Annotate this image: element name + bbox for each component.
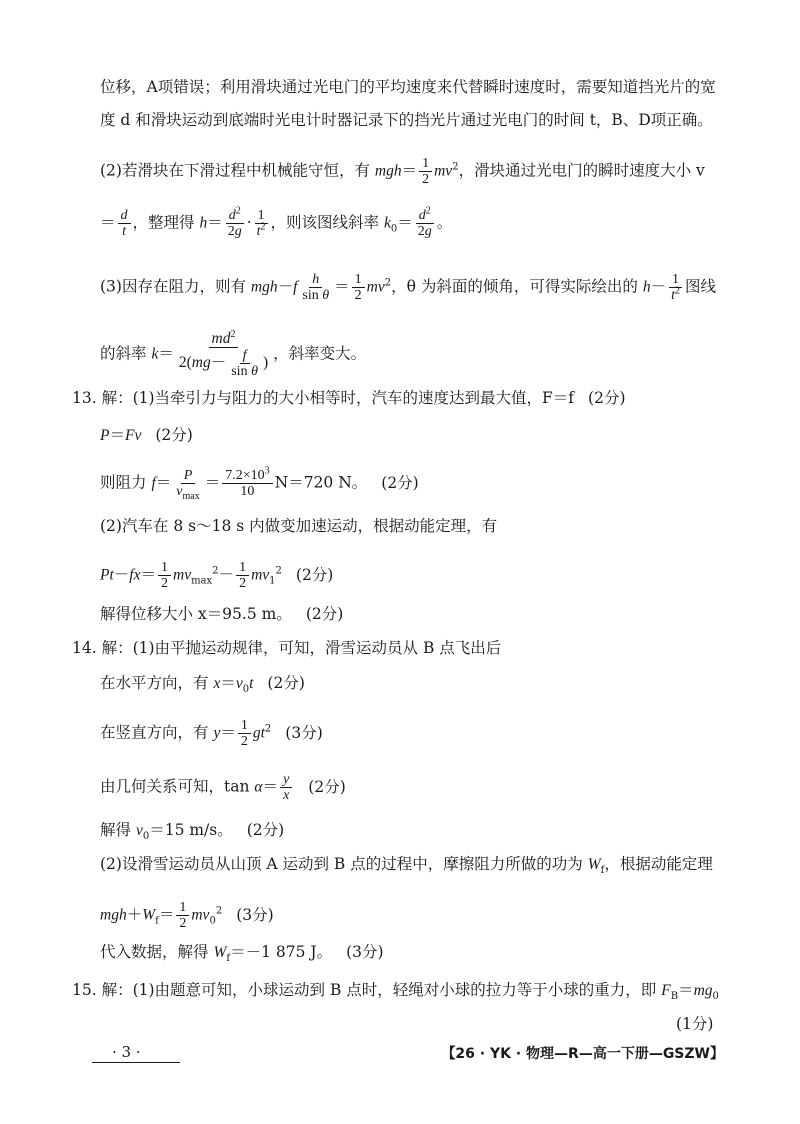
score-label: (2分) [267, 674, 305, 692]
text-fragment: 的斜率 [100, 344, 152, 363]
footer-divider [92, 1062, 180, 1063]
score-label: (3分) [285, 723, 323, 742]
text-fragment: ，根据动能定理 [604, 855, 713, 873]
score-label: (2分) [588, 389, 626, 407]
text-fragment: ，则该图线斜率 [270, 213, 384, 232]
score-label: (2分) [295, 565, 334, 584]
equation-line: Pt－fx＝ $\frac{1}{2}$ $mv_{max}^2-$ $\frac{1}{2}$ $mv_1^2$ (2分) [100, 560, 334, 591]
equation-line: 在竖直方向，有 y＝ $\frac{1}{2}$ $gt^2$ (3分) [100, 718, 323, 749]
equation-line: 由几何关系可知，tan α＝ $\frac{y}{x}$ (2分) [100, 772, 346, 803]
text-fragment: ，斜率变大。 [273, 344, 367, 363]
score-label: (2分) [381, 473, 419, 492]
text-fragment: 解得位移大小 x＝95.5 m。 [100, 605, 292, 623]
text-fragment: N＝720 N。 [274, 473, 368, 492]
text-fragment: ，滑块通过光电门的瞬时速度大小 v [458, 161, 705, 180]
equation-line: $mgh+W_f=$ $\frac{1}{2}$ $mv_0^2$ (3分) [100, 900, 274, 931]
equation-line: P＝Fv (2分) [100, 426, 193, 444]
text-fragment: ，θ 为斜面的倾角，可得实际绘出的 [391, 277, 643, 296]
text-fragment: 在水平方向，有 [100, 674, 214, 692]
score-label: (2分) [155, 426, 193, 444]
document-code: 【26 · YK · 物理—R—高一下册—GSZW】 [441, 1046, 724, 1062]
text-fragment: 代入数据，解得 [100, 943, 214, 961]
text-fragment: 13. 解：(1)当牵引力与阻力的大小相等时，汽车的速度达到最大值，F＝f [72, 389, 575, 407]
text-fragment: (3)因存在阻力，则有 [100, 277, 251, 296]
equation-line: 在水平方向，有 $x=v_0t$ (2分) [100, 674, 305, 696]
text-fragment: (2)设滑雪运动员从山顶 A 运动到 B 点的过程中，摩擦阻力所做的功为 [100, 855, 588, 873]
text-fragment: (2)若滑块在下滑过程中机械能守恒，有 [100, 161, 375, 180]
equation-line: 则阻力 f＝ $\frac{P}{v_{max}}$ ＝ $\frac{7.2\times 10^3}{10}$ N＝720 N。 (2分) [100, 465, 419, 502]
text-line: (2)设滑雪运动员从山顶 A 运动到 B 点的过程中，摩擦阻力所做的功为 $W_f$，根据动能定理 [100, 855, 713, 877]
text-fragment: 在竖直方向，有 [100, 723, 214, 742]
score-label: (2分) [246, 821, 285, 839]
question-15: 15. 解：(1)由题意可知，小球运动到 B 点时，轻绳对小球的拉力等于小球的重力，即 $F_B=mg_0$ [72, 981, 719, 1003]
equation-line: (3)因存在阻力，则有 mgh－f $\frac{h}{\text{sin θ}}$ ＝ $\frac{1}{2}$ $mv^2$，θ 为斜面的倾角，可得实际绘出的 h－ $\frac{1}{t^2}$ 图线 [100, 272, 716, 303]
score-label: (2分) [305, 605, 344, 623]
score-label: (3分) [236, 905, 274, 924]
page-number: · 3 · [112, 1043, 141, 1061]
question-14: 14. 解：(1)由平抛运动规律，可知，滑雪运动员从 B 点飞出后 [72, 639, 502, 657]
score-label: (2分) [308, 777, 346, 796]
text-fragment: 由几何关系可知， [100, 777, 225, 796]
equation-line: 解得 $v_0=15$ m/s。 (2分) [100, 821, 285, 843]
equation-line: 代入数据，解得 $W_f=-1$ 875 J。 (3分) [100, 943, 384, 965]
text-line: 位移，A项错误；利用滑块通过光电门的平均速度来代替瞬时速度时，需要知道挡光片的宽 [100, 78, 716, 96]
equation-line: ＝ $\frac{d}{t}$ ，整理得 h＝ $\frac{d^2}{2g}$ · $\frac{1}{t^2}$ ，则该图线斜率 $k_0=$ $\frac{d^2}{2g}$ 。 [100, 205, 453, 239]
question-13 [72, 388, 626, 408]
text-fragment: ，整理得 [132, 213, 200, 232]
text-fragment: 图线 [684, 277, 716, 296]
text-line: (2)若滑块在下滑过程中机械能守恒，有 mgh＝ $\frac{1}{2}$ $mv^2$，滑块通过光电门的瞬时速度大小 v [100, 156, 705, 187]
score-label: (1分) [676, 1015, 714, 1033]
text-fragment: 。 [436, 213, 453, 232]
score-label: (3分) [346, 943, 384, 961]
text-fragment: 15. 解：(1)由题意可知，小球运动到 B 点时，轻绳对小球的拉力等于小球的重力，即 [72, 981, 662, 999]
text-fragment: 解得 [100, 821, 136, 839]
text-fragment: 则阻力 [100, 473, 152, 492]
text-line: 度 d 和滑块运动到底端时光电计时器记录下的挡光片通过光电门的时间 t，B、D项正确。 [100, 111, 713, 129]
equation-line: 的斜率 k＝ $md^2$ 2(mg－ $\frac{f}{\text{sin θ}}$ ) ，斜率变大。 [100, 328, 367, 379]
text-line: (2)汽车在 8 s～18 s 内做变加速运动，根据动能定理，有 [100, 517, 498, 535]
text-line [100, 604, 343, 624]
